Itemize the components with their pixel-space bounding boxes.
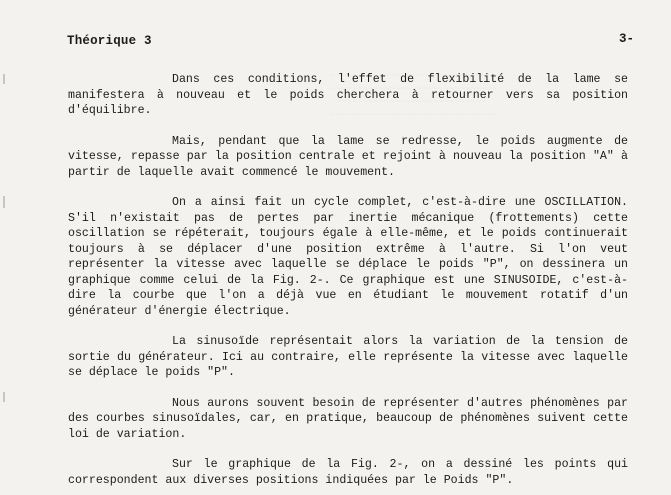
paragraph: Mais, pendant que la lame se redresse, le poids augmente de vitesse, repasse par la position centrale et rejoint à nouveau la position "A" à partir de laquelle avait commencé le mouvement.: [68, 134, 628, 179]
paragraph: Dans ces conditions, l'effet de flexibilité de la lame se manifestera à nouveau et le poids cherchera à retourner vers sa position d'équilibre.: [68, 73, 628, 117]
paragraph: La sinusoïde représentait alors la variation de la tension de sortie du générateur. Ici au contraire, elle représente la vitesse avec laquelle se déplace le poids "P".: [68, 335, 628, 379]
page-number: 3-: [619, 32, 635, 46]
body-text: [68, 72, 628, 488]
paragraph: On a ainsi fait un cycle complet, c'est-à-dire une OSCILLATION. S'il n'existait pas de pertes par inertie mécanique (frottements) cette oscillation se répéterait, toujours égale à elle-même, et le poids continuerait toujours à se déplacer d'une position extrême à l'autre. Si l'on veut représenter la vitesse avec laquelle se déplace le poids "P", on dessinera un graphique comme celui de la Fig. 2-. Ce graphique est une SINUSOIDE, c'est-à-dire la courbe que l'on a déjà vue en étudiant le mouvement rotatif d'un générateur d'énergie électrique.: [68, 196, 628, 318]
margin-mark: [3, 196, 5, 208]
paragraph: Sur le graphique de la Fig. 2-, on a dessiné les points qui correspondent aux diverses positions indiquées par le Poids "P".: [68, 458, 628, 487]
paragraph: Nous aurons souvent besoin de représenter d'autres phénomènes par des courbes sinusoïdales, car, en pratique, beaucoup de phénomènes suivent cette loi de variation.: [68, 396, 628, 441]
page-header-title: Théorique 3: [67, 34, 152, 48]
margin-mark: [3, 392, 5, 402]
margin-mark: [3, 74, 5, 84]
